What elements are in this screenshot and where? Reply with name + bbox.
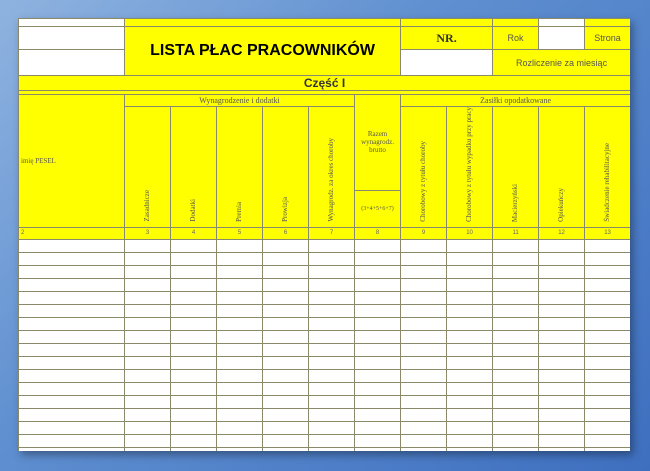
payroll-sheet <box>18 18 630 451</box>
col-number: 8 <box>355 227 401 239</box>
table-cell[interactable] <box>125 369 171 382</box>
table-cell[interactable] <box>539 408 585 421</box>
table-cell[interactable] <box>493 304 539 317</box>
table-cell[interactable] <box>401 343 447 356</box>
table-cell[interactable] <box>401 369 447 382</box>
table-cell[interactable] <box>585 252 630 265</box>
table-cell[interactable] <box>263 291 309 304</box>
table-cell[interactable] <box>539 239 585 252</box>
table-cell[interactable] <box>447 395 493 408</box>
table-cell[interactable] <box>263 421 309 434</box>
table-cell[interactable] <box>217 291 263 304</box>
col-number: 4 <box>171 227 217 239</box>
table-cell[interactable] <box>217 252 263 265</box>
table-cell[interactable] <box>401 317 447 330</box>
table-cell[interactable] <box>263 343 309 356</box>
table-cell[interactable] <box>217 434 263 447</box>
table-cell[interactable] <box>19 434 125 447</box>
table-cell[interactable] <box>309 304 355 317</box>
table-cell[interactable] <box>309 395 355 408</box>
table-cell[interactable] <box>125 408 171 421</box>
table-cell[interactable] <box>447 278 493 291</box>
table-cell[interactable] <box>539 356 585 369</box>
table-cell[interactable] <box>19 356 125 369</box>
table-cell[interactable] <box>539 421 585 434</box>
table-cell[interactable] <box>309 317 355 330</box>
table-cell[interactable] <box>309 252 355 265</box>
table-cell[interactable] <box>355 317 401 330</box>
group-wynagrodzenie: Wynagrodzenie i dodatki <box>125 95 355 107</box>
col-number: 11 <box>493 227 539 239</box>
table-cell[interactable] <box>263 265 309 278</box>
col-premia: Premia <box>235 202 243 222</box>
table-cell[interactable] <box>355 343 401 356</box>
table-cell[interactable] <box>217 369 263 382</box>
table-cell[interactable] <box>125 252 171 265</box>
table-cell[interactable] <box>171 421 217 434</box>
table-cell[interactable] <box>355 356 401 369</box>
table-cell[interactable] <box>263 330 309 343</box>
table-cell[interactable] <box>309 278 355 291</box>
table-cell[interactable] <box>585 278 630 291</box>
table-cell[interactable] <box>585 408 630 421</box>
table-cell[interactable] <box>19 317 125 330</box>
table-cell[interactable] <box>263 395 309 408</box>
table-cell[interactable] <box>355 434 401 447</box>
strona-label: Strona <box>585 27 630 50</box>
table-cell[interactable] <box>355 369 401 382</box>
table-cell[interactable] <box>585 304 630 317</box>
table-cell[interactable] <box>217 408 263 421</box>
table-cell[interactable] <box>493 408 539 421</box>
table-row <box>19 408 631 421</box>
table-cell[interactable] <box>585 343 630 356</box>
col-number: 13 <box>585 227 630 239</box>
table-cell[interactable] <box>493 239 539 252</box>
table-cell[interactable] <box>539 447 585 451</box>
table-cell[interactable] <box>355 330 401 343</box>
table-cell[interactable] <box>539 317 585 330</box>
table-cell[interactable] <box>539 382 585 395</box>
col-zasadnicze: Zasadnicze <box>143 190 151 222</box>
table-cell[interactable] <box>171 447 217 451</box>
table-cell[interactable] <box>217 317 263 330</box>
data-rows <box>19 239 631 451</box>
table-row <box>19 252 631 265</box>
table-cell[interactable] <box>493 395 539 408</box>
table-cell[interactable] <box>355 265 401 278</box>
table-cell[interactable] <box>355 278 401 291</box>
table-cell[interactable] <box>309 330 355 343</box>
table-cell[interactable] <box>447 304 493 317</box>
table-cell[interactable] <box>217 356 263 369</box>
table-cell[interactable] <box>19 395 125 408</box>
table-cell[interactable] <box>355 291 401 304</box>
table-cell[interactable] <box>539 278 585 291</box>
table-cell[interactable] <box>447 330 493 343</box>
col-number: 12 <box>539 227 585 239</box>
col-swiadczenie: Świadczenie rehabilitacyjne <box>603 143 612 222</box>
table-cell[interactable] <box>493 317 539 330</box>
nr-field[interactable] <box>401 50 493 76</box>
table-cell[interactable] <box>493 343 539 356</box>
table-cell[interactable] <box>355 382 401 395</box>
table-cell[interactable] <box>125 317 171 330</box>
table-cell[interactable] <box>263 382 309 395</box>
table-cell[interactable] <box>309 356 355 369</box>
table-cell[interactable] <box>19 265 125 278</box>
table-cell[interactable] <box>447 317 493 330</box>
table-cell[interactable] <box>493 356 539 369</box>
table-cell[interactable] <box>217 382 263 395</box>
table-cell[interactable] <box>171 382 217 395</box>
table-cell[interactable] <box>171 317 217 330</box>
table-cell[interactable] <box>447 408 493 421</box>
table-cell[interactable] <box>539 252 585 265</box>
payroll-table <box>18 18 630 451</box>
table-cell[interactable] <box>19 447 125 451</box>
table-cell[interactable] <box>447 265 493 278</box>
table-cell[interactable] <box>493 382 539 395</box>
table-cell[interactable] <box>171 369 217 382</box>
table-cell[interactable] <box>401 395 447 408</box>
table-cell[interactable] <box>585 291 630 304</box>
table-cell[interactable] <box>125 447 171 451</box>
section-label: Część I <box>19 76 631 91</box>
table-cell[interactable] <box>263 278 309 291</box>
table-cell[interactable] <box>585 395 630 408</box>
table-cell[interactable] <box>309 382 355 395</box>
table-cell[interactable] <box>401 265 447 278</box>
table-cell[interactable] <box>217 343 263 356</box>
table-cell[interactable] <box>447 421 493 434</box>
table-cell[interactable] <box>125 304 171 317</box>
table-cell[interactable] <box>585 265 630 278</box>
table-cell[interactable] <box>539 330 585 343</box>
table-cell[interactable] <box>125 434 171 447</box>
table-cell[interactable] <box>125 356 171 369</box>
table-cell[interactable] <box>401 252 447 265</box>
table-row <box>19 447 631 451</box>
table-cell[interactable] <box>263 447 309 451</box>
table-row <box>19 369 631 382</box>
table-cell[interactable] <box>493 252 539 265</box>
table-row <box>19 304 631 317</box>
table-cell[interactable] <box>585 421 630 434</box>
table-row <box>19 434 631 447</box>
table-cell[interactable] <box>217 265 263 278</box>
rok-field[interactable] <box>539 27 585 50</box>
table-cell[interactable] <box>309 239 355 252</box>
table-cell[interactable] <box>171 343 217 356</box>
table-cell[interactable] <box>447 369 493 382</box>
table-cell[interactable] <box>125 278 171 291</box>
table-cell[interactable] <box>447 239 493 252</box>
table-row <box>19 278 631 291</box>
table-cell[interactable] <box>171 356 217 369</box>
table-cell[interactable] <box>263 356 309 369</box>
table-row <box>19 291 631 304</box>
table-cell[interactable] <box>493 421 539 434</box>
rozliczenie-label: Rozliczenie za miesiąc <box>493 50 630 76</box>
table-cell[interactable] <box>585 356 630 369</box>
table-cell[interactable] <box>493 291 539 304</box>
table-cell[interactable] <box>447 343 493 356</box>
table-cell[interactable] <box>355 421 401 434</box>
table-cell[interactable] <box>171 304 217 317</box>
table-cell[interactable] <box>19 252 125 265</box>
table-cell[interactable] <box>19 343 125 356</box>
table-cell[interactable] <box>493 330 539 343</box>
table-cell[interactable] <box>125 395 171 408</box>
table-cell[interactable] <box>447 252 493 265</box>
group-zasilki: Zasiłki opodatkowane <box>401 95 630 107</box>
table-cell[interactable] <box>171 239 217 252</box>
corner-cell <box>19 19 125 27</box>
table-cell[interactable] <box>401 408 447 421</box>
rok-label: Rok <box>493 27 539 50</box>
table-cell[interactable] <box>217 421 263 434</box>
table-cell[interactable] <box>355 252 401 265</box>
table-cell[interactable] <box>171 278 217 291</box>
table-cell[interactable] <box>355 395 401 408</box>
table-cell[interactable] <box>19 421 125 434</box>
table-cell[interactable] <box>585 330 630 343</box>
table-cell[interactable] <box>585 239 630 252</box>
table-cell[interactable] <box>447 356 493 369</box>
table-cell[interactable] <box>401 382 447 395</box>
col-macierzynski: Macierzyński <box>511 183 520 222</box>
table-row <box>19 395 631 408</box>
table-cell[interactable] <box>539 369 585 382</box>
table-cell[interactable] <box>309 265 355 278</box>
table-cell[interactable] <box>171 291 217 304</box>
col-number: 3 <box>125 227 171 239</box>
col-number: 7 <box>309 227 355 239</box>
table-cell[interactable] <box>171 395 217 408</box>
table-cell[interactable] <box>309 434 355 447</box>
table-cell[interactable] <box>125 382 171 395</box>
table-cell[interactable] <box>401 434 447 447</box>
col-number: 10 <box>447 227 493 239</box>
table-cell[interactable] <box>19 369 125 382</box>
table-row <box>19 265 631 278</box>
group-razem: Razem wynagrodz. brutto <box>355 95 401 191</box>
table-cell[interactable] <box>309 291 355 304</box>
table-cell[interactable] <box>309 421 355 434</box>
table-cell[interactable] <box>539 291 585 304</box>
table-cell[interactable] <box>585 317 630 330</box>
table-cell[interactable] <box>19 382 125 395</box>
table-cell[interactable] <box>447 382 493 395</box>
table-cell[interactable] <box>539 343 585 356</box>
table-cell[interactable] <box>355 304 401 317</box>
table-cell[interactable] <box>447 447 493 451</box>
table-row <box>19 317 631 330</box>
col-number: 9 <box>401 227 447 239</box>
col-chorobowy: Chorobowy z tytułu choroby <box>419 141 428 222</box>
col-prowizja: Prowizja <box>281 197 289 222</box>
table-cell[interactable] <box>493 447 539 451</box>
table-row <box>19 330 631 343</box>
col-chorobowy-wypadek: Chorobowy z tytułu wypadku przy pracy <box>465 107 474 222</box>
table-cell[interactable] <box>585 369 630 382</box>
table-cell[interactable] <box>217 330 263 343</box>
table-cell[interactable] <box>539 304 585 317</box>
table-cell[interactable] <box>355 408 401 421</box>
table-cell[interactable] <box>19 291 125 304</box>
table-cell[interactable] <box>585 382 630 395</box>
table-cell[interactable] <box>539 395 585 408</box>
table-cell[interactable] <box>263 408 309 421</box>
table-cell[interactable] <box>401 291 447 304</box>
table-cell[interactable] <box>171 330 217 343</box>
table-cell[interactable] <box>585 434 630 447</box>
table-row <box>19 356 631 369</box>
table-cell[interactable] <box>19 304 125 317</box>
table-cell[interactable] <box>263 252 309 265</box>
table-cell[interactable] <box>401 421 447 434</box>
col-number: 5 <box>217 227 263 239</box>
table-cell[interactable] <box>309 447 355 451</box>
table-cell[interactable] <box>263 369 309 382</box>
table-cell[interactable] <box>125 291 171 304</box>
table-row <box>19 239 631 252</box>
nr-label: NR. <box>401 27 493 50</box>
table-cell[interactable] <box>401 278 447 291</box>
table-cell[interactable] <box>19 239 125 252</box>
table-cell[interactable] <box>309 369 355 382</box>
table-cell[interactable] <box>217 239 263 252</box>
table-cell[interactable] <box>539 434 585 447</box>
table-cell[interactable] <box>171 265 217 278</box>
col-number: 2 <box>19 227 125 239</box>
document-title: LISTA PŁAC PRACOWNIKÓW <box>125 27 401 76</box>
col-number: 6 <box>263 227 309 239</box>
table-cell[interactable] <box>309 343 355 356</box>
table-cell[interactable] <box>401 447 447 451</box>
table-cell[interactable] <box>125 265 171 278</box>
table-cell[interactable] <box>19 330 125 343</box>
table-cell[interactable] <box>447 291 493 304</box>
table-row <box>19 382 631 395</box>
table-cell[interactable] <box>171 434 217 447</box>
table-cell[interactable] <box>263 239 309 252</box>
razem-formula: (3+4+5+6+7) <box>355 190 401 227</box>
table-cell[interactable] <box>263 304 309 317</box>
table-cell[interactable] <box>493 278 539 291</box>
name-pesel-header: imię PESEL <box>19 95 125 228</box>
table-cell[interactable] <box>401 304 447 317</box>
table-cell[interactable] <box>493 369 539 382</box>
table-cell[interactable] <box>19 278 125 291</box>
table-cell[interactable] <box>539 265 585 278</box>
table-cell[interactable] <box>125 421 171 434</box>
table-cell[interactable] <box>355 239 401 252</box>
table-cell[interactable] <box>171 252 217 265</box>
table-row <box>19 421 631 434</box>
table-cell[interactable] <box>585 447 630 451</box>
table-cell[interactable] <box>309 408 355 421</box>
table-cell[interactable] <box>171 408 217 421</box>
table-cell[interactable] <box>355 447 401 451</box>
table-cell[interactable] <box>493 265 539 278</box>
table-cell[interactable] <box>125 239 171 252</box>
table-cell[interactable] <box>401 356 447 369</box>
table-row <box>19 343 631 356</box>
table-cell[interactable] <box>125 330 171 343</box>
table-cell[interactable] <box>401 239 447 252</box>
table-cell[interactable] <box>217 447 263 451</box>
table-cell[interactable] <box>401 330 447 343</box>
table-cell[interactable] <box>263 317 309 330</box>
table-cell[interactable] <box>493 434 539 447</box>
table-cell[interactable] <box>217 278 263 291</box>
table-cell[interactable] <box>19 408 125 421</box>
table-cell[interactable] <box>447 434 493 447</box>
table-cell[interactable] <box>217 395 263 408</box>
col-opiekunczy: Opiekuńczy <box>557 188 566 222</box>
table-cell[interactable] <box>217 304 263 317</box>
col-wynagrodz-choroby: Wynagrodz. za okres choroby <box>327 138 335 222</box>
table-cell[interactable] <box>125 343 171 356</box>
col-dodatki: Dodatki <box>189 199 197 222</box>
table-cell[interactable] <box>263 434 309 447</box>
